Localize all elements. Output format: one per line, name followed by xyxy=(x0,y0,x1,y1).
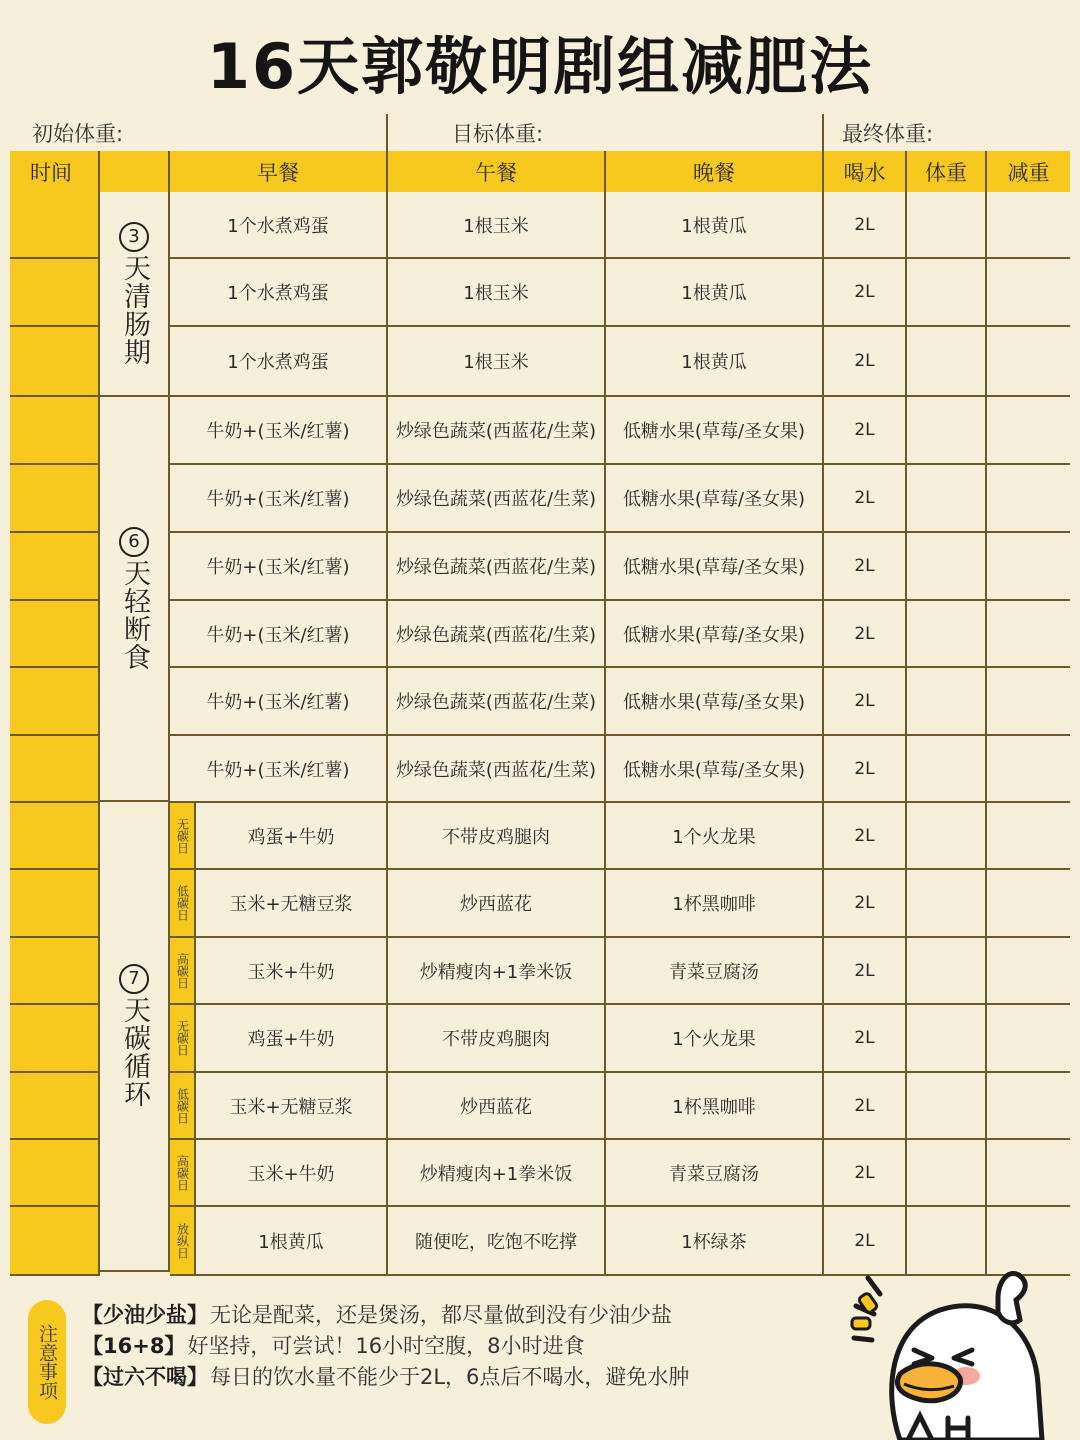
dinner-cell: 1杯绿茶 xyxy=(606,1207,824,1276)
time-cell xyxy=(10,192,100,259)
loss-cell[interactable] xyxy=(987,465,1070,533)
loss-cell[interactable] xyxy=(987,1005,1070,1073)
weight-cell[interactable] xyxy=(907,1140,987,1207)
notes-section xyxy=(24,1300,704,1430)
note-text: 每日的饮水量不能少于2L，6点后不喝水，避免水肿 xyxy=(210,1365,690,1389)
lunch-cell: 炒西蓝花 xyxy=(388,1073,606,1140)
header-water: 喝水 xyxy=(824,151,907,192)
carb-day-tag-label: 高碳日 xyxy=(175,952,190,989)
lunch-cell: 炒绿色蔬菜(西蓝花/生菜) xyxy=(388,736,606,803)
breakfast-cell: 1个水煮鸡蛋 xyxy=(170,259,388,327)
dinner-cell: 低糖水果(草莓/圣女果) xyxy=(606,601,824,668)
time-cell xyxy=(10,327,100,397)
loss-cell[interactable] xyxy=(987,1073,1070,1140)
phase-name: 天清肠期 xyxy=(119,253,150,366)
lunch-cell: 炒西蓝花 xyxy=(388,870,606,938)
loss-cell[interactable] xyxy=(987,803,1070,870)
header-loss: 减重 xyxy=(987,151,1070,192)
breakfast-cell: 牛奶+(玉米/红薯) xyxy=(170,397,388,465)
water-cell: 2L xyxy=(824,192,907,259)
loss-cell[interactable] xyxy=(987,1140,1070,1207)
dinner-cell: 低糖水果(草莓/圣女果) xyxy=(606,533,824,601)
loss-cell[interactable] xyxy=(987,259,1070,327)
page-title: 16天郭敬明剧组减肥法 xyxy=(206,30,874,103)
loss-cell[interactable] xyxy=(987,668,1070,736)
dinner-cell: 1根黄瓜 xyxy=(606,192,824,259)
breakfast-cell: 牛奶+(玉米/红薯) xyxy=(170,601,388,668)
carb-day-tag-label: 放纵日 xyxy=(175,1222,190,1259)
phase-carb-cycle xyxy=(100,802,170,1272)
weight-cell[interactable] xyxy=(907,601,987,668)
dinner-cell: 1个火龙果 xyxy=(606,803,824,870)
phase-name: 天碳循环 xyxy=(119,996,150,1108)
carb-day-tag-label: 无碳日 xyxy=(175,1020,190,1056)
dinner-cell: 1根黄瓜 xyxy=(606,327,824,397)
breakfast-cell: 1个水煮鸡蛋 xyxy=(170,327,388,397)
time-cell xyxy=(10,259,100,327)
loss-cell[interactable] xyxy=(987,736,1070,803)
time-cell xyxy=(10,803,100,870)
time-cell xyxy=(10,465,100,533)
time-cell xyxy=(10,668,100,736)
loss-cell[interactable] xyxy=(987,870,1070,938)
breakfast-cell: 鸡蛋+牛奶 xyxy=(196,1005,388,1073)
dinner-cell: 青菜豆腐汤 xyxy=(606,1140,824,1207)
notes-label: 注意事项 xyxy=(36,1324,58,1400)
loss-cell[interactable] xyxy=(987,327,1070,397)
note-text: 好坚持，可尝试！16小时空腹，8小时进食 xyxy=(187,1334,585,1358)
weight-cell[interactable] xyxy=(907,327,987,397)
dinner-cell: 青菜豆腐汤 xyxy=(606,938,824,1005)
breakfast-cell: 牛奶+(玉米/红薯) xyxy=(170,465,388,533)
carb-day-tag-label: 无碳日 xyxy=(175,817,190,854)
note-key: 【过六不喝】 xyxy=(82,1365,208,1389)
carb-day-tag xyxy=(170,803,196,870)
breakfast-cell: 1个水煮鸡蛋 xyxy=(170,192,388,259)
carb-day-tag-label: 低碳日 xyxy=(175,1087,190,1124)
time-cell xyxy=(10,736,100,803)
loss-cell[interactable] xyxy=(987,601,1070,668)
carb-day-tag-label: 低碳日 xyxy=(175,885,190,921)
header-lunch: 午餐 xyxy=(388,151,606,192)
weight-cell[interactable] xyxy=(907,870,987,938)
lunch-cell: 炒绿色蔬菜(西蓝花/生菜) xyxy=(388,668,606,736)
weight-cell[interactable] xyxy=(907,1005,987,1073)
water-cell: 2L xyxy=(824,601,907,668)
weight-cell[interactable] xyxy=(907,803,987,870)
breakfast-cell: 1根黄瓜 xyxy=(196,1207,388,1276)
breakfast-cell: 牛奶+(玉米/红薯) xyxy=(170,736,388,803)
final-weight-label: 最终体重: xyxy=(824,114,1070,151)
loss-cell[interactable] xyxy=(987,192,1070,259)
lunch-cell: 1根玉米 xyxy=(388,259,606,327)
lunch-cell: 炒绿色蔬菜(西蓝花/生菜) xyxy=(388,465,606,533)
weight-cell[interactable] xyxy=(907,192,987,259)
dinner-cell: 低糖水果(草莓/圣女果) xyxy=(606,668,824,736)
lunch-cell: 炒精瘦肉+1拳米饭 xyxy=(388,938,606,1005)
dinner-cell: 1根黄瓜 xyxy=(606,259,824,327)
phase-number: 7 xyxy=(119,964,149,994)
lunch-cell: 炒绿色蔬菜(西蓝花/生菜) xyxy=(388,533,606,601)
phase-cleanse xyxy=(100,192,170,397)
phase-light-fast xyxy=(100,397,170,802)
time-cell xyxy=(10,1073,100,1140)
weight-cell[interactable] xyxy=(907,668,987,736)
lunch-cell: 不带皮鸡腿肉 xyxy=(388,1005,606,1073)
note-text: 无论是配菜，还是煲汤，都尽量做到没有少油少盐 xyxy=(210,1303,672,1327)
water-cell: 2L xyxy=(824,1073,907,1140)
time-cell xyxy=(10,1207,100,1276)
dinner-cell: 1个火龙果 xyxy=(606,1005,824,1073)
lunch-cell: 随便吃，吃饱不吃撑 xyxy=(388,1207,606,1276)
water-cell: 2L xyxy=(824,1005,907,1073)
lunch-cell: 炒绿色蔬菜(西蓝花/生菜) xyxy=(388,397,606,465)
water-cell: 2L xyxy=(824,870,907,938)
water-cell: 2L xyxy=(824,327,907,397)
lunch-cell: 1根玉米 xyxy=(388,192,606,259)
diet-plan-table xyxy=(10,114,1070,1272)
water-cell: 2L xyxy=(824,465,907,533)
breakfast-cell: 玉米+无糖豆浆 xyxy=(196,870,388,938)
time-cell xyxy=(10,870,100,938)
target-weight-label: 目标体重: xyxy=(388,114,824,151)
weight-cell[interactable] xyxy=(907,736,987,803)
water-cell: 2L xyxy=(824,803,907,870)
weight-cell[interactable] xyxy=(907,259,987,327)
breakfast-cell: 鸡蛋+牛奶 xyxy=(196,803,388,870)
loss-cell[interactable] xyxy=(987,397,1070,465)
note-item xyxy=(82,1331,585,1361)
carb-day-tag xyxy=(170,1073,196,1140)
water-cell: 2L xyxy=(824,938,907,1005)
weight-cell[interactable] xyxy=(907,533,987,601)
phase-number: 3 xyxy=(119,222,149,252)
carb-day-tag xyxy=(170,1140,196,1207)
note-item xyxy=(82,1300,672,1330)
note-item xyxy=(82,1362,689,1392)
loss-cell[interactable] xyxy=(987,533,1070,601)
lunch-cell: 炒精瘦肉+1拳米饭 xyxy=(388,1140,606,1207)
lunch-cell: 炒绿色蔬菜(西蓝花/生菜) xyxy=(388,601,606,668)
weight-cell[interactable] xyxy=(907,1073,987,1140)
header-time: 时间 xyxy=(10,151,100,192)
dinner-cell: 1杯黑咖啡 xyxy=(606,870,824,938)
time-cell xyxy=(10,601,100,668)
weight-cell[interactable] xyxy=(907,465,987,533)
water-cell: 2L xyxy=(824,1140,907,1207)
carb-day-tag xyxy=(170,870,196,938)
carb-day-tag xyxy=(170,1005,196,1073)
lunch-cell: 不带皮鸡腿肉 xyxy=(388,803,606,870)
water-cell: 2L xyxy=(824,259,907,327)
dinner-cell: 低糖水果(草莓/圣女果) xyxy=(606,397,824,465)
water-cell: 2L xyxy=(824,668,907,736)
dinner-cell: 1杯黑咖啡 xyxy=(606,1073,824,1140)
cartoon-duck-icon xyxy=(848,1254,1048,1440)
breakfast-cell: 牛奶+(玉米/红薯) xyxy=(170,668,388,736)
loss-cell[interactable] xyxy=(987,938,1070,1005)
note-key: 【16+8】 xyxy=(82,1334,186,1358)
weight-cell[interactable] xyxy=(907,938,987,1005)
header-dinner: 晚餐 xyxy=(606,151,824,192)
breakfast-cell: 玉米+牛奶 xyxy=(196,938,388,1005)
time-cell xyxy=(10,938,100,1005)
header-breakfast: 早餐 xyxy=(170,151,388,192)
carb-day-tag-label: 高碳日 xyxy=(175,1154,190,1191)
breakfast-cell: 牛奶+(玉米/红薯) xyxy=(170,533,388,601)
time-cell xyxy=(10,1140,100,1207)
breakfast-cell: 玉米+牛奶 xyxy=(196,1140,388,1207)
phase-name: 天轻断食 xyxy=(119,558,150,671)
time-cell xyxy=(10,533,100,601)
weight-cell[interactable] xyxy=(907,397,987,465)
water-cell: 2L xyxy=(824,397,907,465)
water-cell: 2L xyxy=(824,1207,907,1276)
carb-day-tag xyxy=(170,1207,196,1276)
note-key: 【少油少盐】 xyxy=(82,1303,208,1327)
carb-day-tag xyxy=(170,938,196,1005)
phase-number: 6 xyxy=(119,527,149,557)
header-phase xyxy=(100,151,170,192)
notes-label-badge xyxy=(28,1300,66,1424)
water-cell: 2L xyxy=(824,533,907,601)
time-cell xyxy=(10,397,100,465)
lunch-cell: 1根玉米 xyxy=(388,327,606,397)
start-weight-label: 初始体重: xyxy=(10,114,388,151)
dinner-cell: 低糖水果(草莓/圣女果) xyxy=(606,736,824,803)
water-cell: 2L xyxy=(824,736,907,803)
breakfast-cell: 玉米+无糖豆浆 xyxy=(196,1073,388,1140)
time-cell xyxy=(10,1005,100,1073)
header-weight: 体重 xyxy=(907,151,987,192)
dinner-cell: 低糖水果(草莓/圣女果) xyxy=(606,465,824,533)
